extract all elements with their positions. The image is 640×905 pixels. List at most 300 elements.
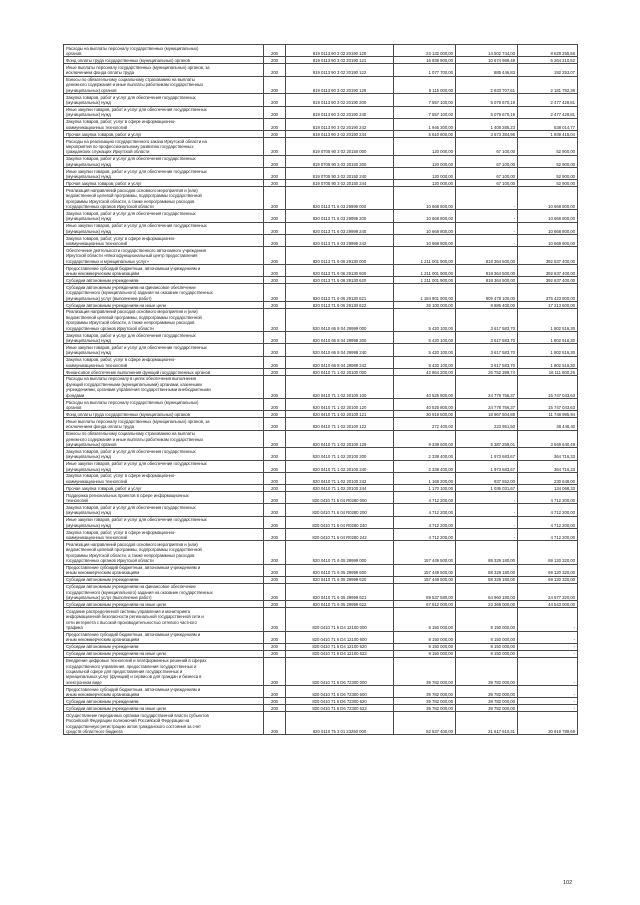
row-approved-amount: 10 668 800,00: [394, 235, 456, 247]
row-budget-code: 819 0705 90 3 02 20150 200: [286, 155, 394, 167]
table-row: [64, 277, 578, 284]
table-row: [64, 418, 578, 430]
row-executed-amount: 14 502 744,00: [456, 45, 518, 57]
row-description: [64, 369, 264, 376]
table-row: [64, 411, 578, 418]
table-row: [64, 472, 578, 484]
row-budget-code: 820 0410 71 6 D4 12100 000: [286, 608, 394, 631]
row-unexecuted-amount: -: [518, 650, 578, 657]
row-budget-code: 820 0113 71 6 03 29999 000: [286, 187, 394, 210]
table-body: [64, 45, 578, 735]
row-approved-amount: 8 150 000,00: [394, 650, 456, 657]
row-budget-code: 820 0410 71 6 05 29999 000: [286, 541, 394, 564]
row-unexecuted-amount: 15 747 043,63: [518, 375, 578, 398]
row-unexecuted-amount: 69 120 320,00: [518, 564, 578, 576]
description-line: средств областного бюджета: [66, 729, 123, 734]
row-description: [64, 247, 264, 265]
budget-execution-table: [63, 44, 578, 735]
row-unexecuted-amount: 24 577 320,00: [518, 583, 578, 601]
row-budget-code: 820 0410 66 8 04 29999 200: [286, 332, 394, 344]
row-executed-amount: 818 364 500,00: [456, 277, 518, 284]
row-approved-amount: 30 918 500,00: [394, 411, 456, 418]
description-line: трафика: [66, 625, 83, 631]
table-row: [64, 94, 578, 106]
row-budget-code: 820 0410 71 6 05 29999 600: [286, 564, 394, 576]
row-unexecuted-amount: 1 802 516,30: [518, 344, 578, 356]
row-description: [64, 235, 264, 247]
row-description: [64, 650, 264, 657]
description-line: программы Иркутской области, а также непрограммных расходов: [66, 552, 195, 558]
row-description: [64, 601, 264, 608]
row-approved-amount: 39 782 000,00: [394, 705, 456, 712]
table-row: [64, 45, 578, 57]
row-line-code: 200: [264, 564, 286, 576]
table-row: [64, 608, 578, 631]
row-executed-amount: -: [456, 222, 518, 234]
row-description: [64, 631, 264, 643]
row-unexecuted-amount: 134 068,33: [518, 485, 578, 492]
description-line: Предоставление субсидий бюджетным, автономным учреждениям и: [66, 686, 201, 692]
row-executed-amount: 23 369 000,00: [456, 601, 518, 608]
row-budget-code: 820 0410 71 1 02 20100 120: [286, 399, 394, 411]
table-row: [64, 492, 578, 504]
row-budget-code: 820 0410 71 1 02 20100 122: [286, 418, 394, 430]
description-line: Субсидии автономным учреждениям: [66, 644, 139, 650]
page-number: 102: [563, 880, 573, 886]
table-row: [64, 504, 578, 516]
row-line-code: 200: [264, 516, 286, 528]
description-line: учреждениями, органами управления государственными внебюджетными: [66, 387, 211, 393]
description-line: исключением фонда оплаты труда: [66, 424, 134, 430]
description-line: Иные закупки товаров, работ и услуг для обеспечения государственных: [66, 517, 207, 523]
row-description: [64, 118, 264, 130]
row-line-code: 200: [264, 418, 286, 430]
row-line-code: 200: [264, 94, 286, 106]
row-line-code: 200: [264, 686, 286, 698]
row-approved-amount: 120 000,00: [394, 155, 456, 167]
row-executed-amount: 3 617 583,70: [456, 332, 518, 344]
row-line-code: 200: [264, 284, 286, 302]
description-line: иным некоммерческим организациям: [66, 570, 140, 576]
row-description: [64, 131, 264, 138]
row-unexecuted-amount: 6 264 210,52: [518, 57, 578, 64]
row-executed-amount: 885 446,83: [456, 64, 518, 76]
table-row: [64, 235, 578, 247]
row-executed-amount: 1 408 285,23: [456, 118, 518, 130]
row-executed-amount: 2 933 707,61: [456, 76, 518, 94]
row-executed-amount: -: [456, 187, 518, 210]
row-description: [64, 516, 264, 528]
row-approved-amount: 5 115 000,00: [394, 76, 456, 94]
row-budget-code: 820 0113 71 6 06 29130 600: [286, 265, 394, 277]
row-line-code: 200: [264, 576, 286, 583]
row-budget-code: 820 0410 71 6 04 R0280 240: [286, 516, 394, 528]
description-line: (муниципальных) нужд: [66, 216, 111, 222]
row-approved-amount: 67 912 000,00: [394, 601, 456, 608]
row-budget-code: 820 0410 71 6 05 29999 622: [286, 601, 394, 608]
description-line: коммуникационных технологий: [66, 124, 127, 130]
row-unexecuted-amount: 375 423 800,00: [518, 284, 578, 302]
description-line: исключением фонда оплаты труда: [66, 70, 134, 76]
table-row: [64, 76, 578, 94]
row-unexecuted-amount: 364 716,33: [518, 460, 578, 472]
description-line: Расходы на выплаты персоналу государственных (муниципальных): [66, 399, 199, 405]
description-line: Осуществление переданных органам государственной власти субъектов: [66, 712, 209, 718]
table-row: [64, 705, 578, 712]
row-budget-code: 820 0410 71 1 02 20100 200: [286, 448, 394, 460]
description-line: Субсидии автономным учреждениям на иные цели: [66, 651, 166, 657]
table-row: [64, 399, 578, 411]
description-line: (муниципальных) нужд: [66, 112, 111, 118]
description-line: Российской Федерации полномочий Российской Федерации на: [66, 718, 190, 724]
row-approved-amount: 1 170 100,00: [394, 485, 456, 492]
description-line: Субсидии автономным учреждениям на иные цели: [66, 302, 166, 308]
row-description: [64, 698, 264, 705]
row-executed-amount: 26 752 399,74: [456, 369, 518, 376]
row-executed-amount: 24 778 756,37: [456, 375, 518, 398]
row-approved-amount: 5 420 100,00: [394, 308, 456, 331]
description-line: Внедрение цифровых технологий и платформенных решений в сферах: [66, 658, 207, 664]
row-unexecuted-amount: 15 747 043,63: [518, 399, 578, 411]
description-line: Прочая закупка товаров, работ и услуг: [66, 180, 142, 186]
row-description: [64, 485, 264, 492]
description-line: (муниципальных) услуг (выполнение работ): [66, 595, 152, 601]
row-unexecuted-amount: 17 213 600,00: [518, 302, 578, 309]
row-line-code: 200: [264, 601, 286, 608]
description-line: государственного (муниципального) задания на оказание государственных: [66, 589, 213, 595]
description-line: Иные выплаты персоналу государственных (муниципальных) органов, за: [66, 418, 210, 424]
row-executed-amount: 5 079 670,19: [456, 106, 518, 118]
row-unexecuted-amount: -: [518, 631, 578, 643]
row-line-code: 200: [264, 460, 286, 472]
description-line: Реализация направлений расходов основного мероприятия и (или): [66, 187, 198, 193]
description-line: Иные закупки товаров, работ и услуг для обеспечения государственных: [66, 168, 207, 174]
row-line-code: 200: [264, 492, 286, 504]
table-row: [64, 131, 578, 138]
description-line: Расходы на выплаты персоналу в целях обеспечения выполнения: [66, 376, 197, 382]
description-line: коммуникационных технологий: [66, 241, 127, 246]
row-executed-amount: 8 886 400,00: [456, 302, 518, 309]
row-description: [64, 302, 264, 309]
description-line: Закупка товаров, работ, услуг в сфере информационно-: [66, 357, 176, 363]
row-unexecuted-amount: 392 637 400,00: [518, 277, 578, 284]
row-executed-amount: 67 100,00: [456, 168, 518, 180]
row-unexecuted-amount: 3 949 640,49: [518, 430, 578, 448]
row-unexecuted-amount: 44 543 000,00: [518, 601, 578, 608]
row-description: [64, 399, 264, 411]
description-line: (муниципальных) нужд: [66, 350, 111, 356]
row-line-code: 200: [264, 504, 286, 516]
description-line: Реализация направлений расходов основного мероприятия и (или): [66, 309, 198, 315]
row-approved-amount: 9 338 600,00: [394, 430, 456, 448]
row-budget-code: 820 0410 71 6 D4 12100 620: [286, 643, 394, 650]
row-budget-code: 820 0410 71 6 D6 72300 622: [286, 705, 394, 712]
table-row: [64, 698, 578, 705]
row-unexecuted-amount: 48 448,40: [518, 418, 578, 430]
row-unexecuted-amount: 4 712 200,00: [518, 504, 578, 516]
description-line: государственного (муниципального) задания на оказание государственных: [66, 290, 213, 296]
row-line-code: 200: [264, 356, 286, 368]
row-description: [64, 564, 264, 576]
row-description: [64, 705, 264, 712]
description-line: Субсидии автономным учреждениям: [66, 277, 139, 283]
row-unexecuted-amount: 364 716,33: [518, 448, 578, 460]
row-approved-amount: 5 420 100,00: [394, 332, 456, 344]
row-description: [64, 76, 264, 94]
row-description: [64, 94, 264, 106]
row-unexecuted-amount: 1 802 516,30: [518, 308, 578, 331]
row-description: [64, 222, 264, 234]
description-line: ведомственной целевой программы, подпрограммы государственной: [66, 193, 202, 199]
row-budget-code: 820 0113 71 6 06 29130 621: [286, 284, 394, 302]
description-line: Иные закупки товаров, работ и услуг для обеспечения государственных: [66, 344, 207, 350]
table-row: [64, 210, 578, 222]
row-unexecuted-amount: 230 648,00: [518, 472, 578, 484]
row-description: [64, 187, 264, 210]
row-executed-amount: 1 973 683,67: [456, 448, 518, 460]
row-budget-code: 820 0410 71 6 D6 72300 620: [286, 698, 394, 705]
row-executed-amount: -: [456, 516, 518, 528]
row-budget-code: 820 0113 71 6 03 29999 240: [286, 222, 394, 234]
description-line: (муниципальных) нужд: [66, 338, 111, 343]
row-budget-code: 819 0705 90 3 02 20150 244: [286, 180, 394, 187]
row-approved-amount: 4 712 200,00: [394, 492, 456, 504]
row-line-code: 200: [264, 411, 286, 418]
row-executed-amount: 818 364 500,00: [456, 247, 518, 265]
row-approved-amount: 157 449 500,00: [394, 541, 456, 564]
row-unexecuted-amount: -: [518, 686, 578, 698]
description-line: технологий: [66, 498, 88, 504]
row-budget-code: 820 0410 71 1 02 20100 100: [286, 375, 394, 398]
row-approved-amount: 1 211 001 900,00: [394, 247, 456, 265]
row-line-code: 200: [264, 247, 286, 265]
description-line: иным некоммерческим организациям: [66, 692, 140, 698]
row-budget-code: 820 0410 66 8 04 29999 000: [286, 308, 394, 331]
description-line: Субсидии автономным учреждениям на иные цели: [66, 705, 166, 711]
table-row: [64, 601, 578, 608]
row-budget-code: 820 0113 71 6 03 29999 200: [286, 210, 394, 222]
row-approved-amount: 40 525 800,00: [394, 375, 456, 398]
row-budget-code: 820 0113 71 6 06 29130 000: [286, 247, 394, 265]
row-line-code: 200: [264, 302, 286, 309]
description-line: Предоставление субсидий бюджетным, автономным учреждениям и: [66, 565, 201, 571]
table-row: [64, 302, 578, 309]
row-executed-amount: 818 364 500,00: [456, 265, 518, 277]
description-line: иным некоммерческим организациям: [66, 271, 140, 277]
description-line: коммуникационных технологий: [66, 535, 127, 540]
row-executed-amount: 67 100,00: [456, 155, 518, 167]
row-description: [64, 686, 264, 698]
row-line-code: 200: [264, 168, 286, 180]
row-budget-code: 820 0410 71 1 02 20100 244: [286, 485, 394, 492]
row-description: [64, 155, 264, 167]
description-line: Взносы по обязательному социальному страхованию на выплаты: [66, 431, 195, 437]
row-description: [64, 138, 264, 156]
row-unexecuted-amount: 392 637 400,00: [518, 247, 578, 265]
description-line: информационной безопасности региональной государственной сети и: [66, 614, 204, 620]
description-line: органов: [66, 50, 82, 56]
table-row: [64, 460, 578, 472]
row-approved-amount: 8 150 000,00: [394, 631, 456, 643]
row-description: [64, 492, 264, 504]
row-line-code: 200: [264, 541, 286, 564]
table-row: [64, 344, 578, 356]
description-line: Субсидии автономным учреждениям: [66, 698, 139, 704]
table-row: [64, 657, 578, 686]
row-executed-amount: 24 778 756,37: [456, 399, 518, 411]
row-line-code: 200: [264, 583, 286, 601]
row-description: [64, 418, 264, 430]
description-line: Предоставление субсидий бюджетным, автономным учреждениям и: [66, 265, 201, 271]
row-executed-amount: 21 617 610,31: [456, 712, 518, 735]
row-executed-amount: 88 329 180,00: [456, 541, 518, 564]
row-executed-amount: 5 079 670,19: [456, 94, 518, 106]
description-line: коммуникационных технологий: [66, 362, 127, 368]
row-unexecuted-amount: 69 120 320,00: [518, 541, 578, 564]
row-approved-amount: 40 525 800,00: [394, 399, 456, 411]
row-approved-amount: 1 946 300,00: [394, 118, 456, 130]
row-description: [64, 64, 264, 76]
description-line: электронном виде: [66, 679, 102, 685]
row-budget-code: 820 0410 71 6 04 R0280 242: [286, 529, 394, 541]
description-line: государственного управления, предоставления государственных и: [66, 663, 197, 669]
row-approved-amount: 4 712 200,00: [394, 504, 456, 516]
table-row: [64, 541, 578, 564]
table-row: [64, 118, 578, 130]
row-description: [64, 45, 264, 57]
table-row: [64, 631, 578, 643]
description-line: Субсидии автономным учреждениям на иные цели: [66, 601, 166, 607]
table-row: [64, 247, 578, 265]
row-line-code: 200: [264, 180, 286, 187]
description-line: программы Иркутской области, а также непрограммных расходов: [66, 198, 195, 204]
row-line-code: 200: [264, 265, 286, 277]
row-line-code: 200: [264, 485, 286, 492]
row-unexecuted-amount: -: [518, 643, 578, 650]
row-approved-amount: 272 400,00: [394, 418, 456, 430]
row-approved-amount: 10 668 800,00: [394, 187, 456, 210]
row-budget-code: 820 0410 71 6 D6 72300 000: [286, 657, 394, 686]
row-executed-amount: -: [456, 235, 518, 247]
row-description: [64, 576, 264, 583]
row-budget-code: 819 0705 90 3 02 20150 000: [286, 138, 394, 156]
row-approved-amount: 7 557 100,00: [394, 106, 456, 118]
description-line: мероприятия по профессиональному развитию государственных: [66, 144, 194, 149]
row-line-code: 200: [264, 64, 286, 76]
row-unexecuted-amount: 10 668 800,00: [518, 222, 578, 234]
description-line: Реализация направлений расходов основного мероприятия и (или): [66, 541, 198, 547]
row-line-code: 200: [264, 643, 286, 650]
row-executed-amount: 1 973 683,67: [456, 460, 518, 472]
row-line-code: 200: [264, 448, 286, 460]
row-line-code: 200: [264, 375, 286, 398]
row-approved-amount: 5 420 100,00: [394, 356, 456, 368]
row-approved-amount: 2 338 400,00: [394, 460, 456, 472]
row-line-code: 200: [264, 76, 286, 94]
table-row: [64, 64, 578, 76]
row-unexecuted-amount: -: [518, 608, 578, 631]
table-row: [64, 308, 578, 331]
row-line-code: 200: [264, 332, 286, 344]
table-row: [64, 106, 578, 118]
description-line: Взносы по обязательному социальному страхованию на выплаты: [66, 77, 195, 83]
row-unexecuted-amount: 52 900,00: [518, 138, 578, 156]
description-line: функций государственными (муниципальными) органами, казенными: [66, 381, 202, 387]
row-executed-amount: 67 100,00: [456, 138, 518, 156]
description-line: Закупка товаров, работ, услуг в сфере информационно-: [66, 529, 176, 535]
table-row: [64, 529, 578, 541]
table-row: [64, 448, 578, 460]
description-line: ведомственной целевой программы, подпрограммы государственной: [66, 314, 202, 320]
row-budget-code: 820 0410 71 1 02 20100 000: [286, 369, 394, 376]
description-line: Закупка товаров, работ и услуг для обеспечения государственных: [66, 504, 196, 510]
row-unexecuted-amount: 16 111 800,26: [518, 369, 578, 376]
row-line-code: 200: [264, 631, 286, 643]
row-executed-amount: 3 617 583,70: [456, 308, 518, 331]
table-row: [64, 643, 578, 650]
row-unexecuted-amount: 52 900,00: [518, 168, 578, 180]
row-executed-amount: 88 329 180,00: [456, 564, 518, 576]
description-line: (муниципальных) нужд: [66, 100, 111, 106]
row-line-code: 200: [264, 657, 286, 686]
table-row: [64, 712, 578, 735]
description-line: (муниципальных) нужд: [66, 510, 111, 516]
row-unexecuted-amount: 52 900,00: [518, 180, 578, 187]
row-line-code: 200: [264, 138, 286, 156]
description-line: Расходы на реализацию государственного заказа Иркутской области на: [66, 138, 207, 144]
row-budget-code: 820 0410 71 6 05 29999 621: [286, 583, 394, 601]
description-line: государственную регистрацию актов гражданского состояния за счет: [66, 723, 201, 729]
description-line: коммуникационных технологий: [66, 478, 127, 484]
row-line-code: 200: [264, 369, 286, 376]
row-budget-code: 819 0113 90 3 02 20190 122: [286, 64, 394, 76]
row-description: [64, 106, 264, 118]
description-line: денежного содержания и иные выплаты работникам государственных: [66, 82, 204, 88]
description-line: фондами: [66, 392, 85, 398]
table-row: [64, 356, 578, 368]
table-row: [64, 485, 578, 492]
description-line: Закупка товаров, работ и услуг для обеспечения государственных: [66, 210, 196, 216]
description-line: Создание распределенной системы управления и мониторинга: [66, 608, 191, 614]
description-line: Расходы на выплаты персоналу государственных (муниципальных): [66, 45, 199, 51]
table-row: [64, 564, 578, 576]
description-line: Закупка товаров, работ и услуг для обеспечения государственных: [66, 448, 196, 454]
row-line-code: 200: [264, 277, 286, 284]
row-approved-amount: 157 449 500,00: [394, 576, 456, 583]
row-line-code: 200: [264, 45, 286, 57]
row-executed-amount: 67 100,00: [456, 180, 518, 187]
row-unexecuted-amount: 4 712 200,00: [518, 492, 578, 504]
row-executed-amount: 8 150 000,00: [456, 631, 518, 643]
description-line: Субсидии автономным учреждениям на финансовое обеспечение: [66, 284, 196, 290]
description-line: (муниципальных) услуг (выполнение работ): [66, 295, 152, 301]
row-line-code: 200: [264, 712, 286, 735]
row-approved-amount: 10 668 800,00: [394, 222, 456, 234]
row-executed-amount: 10 674 989,48: [456, 57, 518, 64]
row-description: [64, 460, 264, 472]
row-unexecuted-amount: 392 637 400,00: [518, 265, 578, 277]
description-line: (муниципальных) нужд: [66, 161, 111, 167]
description-line: государственных органов Иркутской области: [66, 558, 154, 564]
description-line: (муниципальных) нужд: [66, 228, 111, 234]
table-row: [64, 583, 578, 601]
row-approved-amount: 5 610 800,00: [394, 131, 456, 138]
row-approved-amount: 120 000,00: [394, 180, 456, 187]
row-description: [64, 541, 264, 564]
description-line: иным некоммерческим организациям: [66, 637, 140, 643]
row-line-code: 200: [264, 106, 286, 118]
row-executed-amount: 937 652,00: [456, 472, 518, 484]
